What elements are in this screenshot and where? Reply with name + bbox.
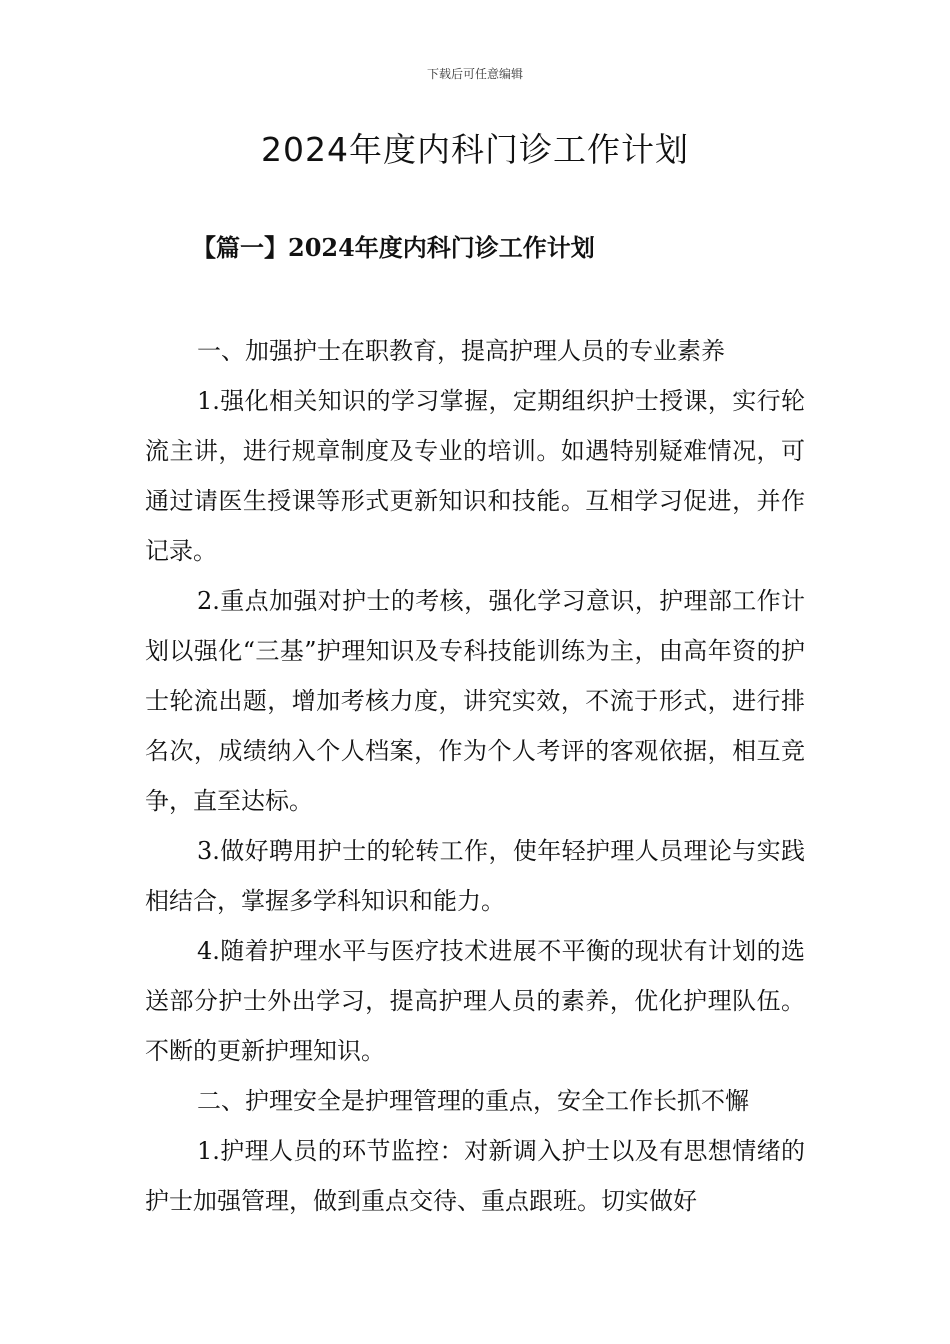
section-heading: 【篇一】2024年度内科门诊工作计划 — [192, 233, 595, 262]
paragraph-item-1-3: 3.做好聘用护士的轮转工作，使年轻护理人员理论与实践相结合，掌握多学科知识和能力。 — [145, 837, 805, 915]
paragraph-item-1-2: 2.重点加强对护士的考核，强化学习意识，护理部工作计划以强化“三基”护理知识及专科技能训练为主，由高年资的护士轮流出题，增加考核力度，讲究实效，不流于形式，进行排名次，成绩纳入个人档案，作为个人考评的客观依据，相互竞争，直至达标。 — [145, 587, 805, 815]
paragraph-item-2-1: 1.护理人员的环节监控：对新调入护士以及有思想情绪的护士加强管理，做到重点交待、重点跟班。切实做好 — [145, 1137, 805, 1215]
paragraph-item-1-4: 4.随着护理水平与医疗技术进展不平衡的现状有计划的选送部分护士外出学习，提高护理人员的素养，优化护理队伍。不断的更新护理知识。 — [145, 937, 805, 1065]
document-title: 2024年度内科门诊工作计划 — [261, 130, 689, 169]
header-note: 下载后可任意编辑 — [426, 67, 523, 81]
paragraph-item-1-1: 1.强化相关知识的学习掌握，定期组织护士授课，实行轮流主讲，进行规章制度及专业的培训。如遇特别疑难情况，可通过请医生授课等形式更新知识和技能。互相学习促进，并作记录。 — [145, 387, 805, 565]
paragraph-heading-2: 二、护理安全是护理管理的重点，安全工作长抓不懈 — [197, 1087, 749, 1115]
document-body — [145, 326, 805, 1226]
paragraph-heading-1: 一、加强护士在职教育，提高护理人员的专业素养 — [197, 337, 725, 365]
